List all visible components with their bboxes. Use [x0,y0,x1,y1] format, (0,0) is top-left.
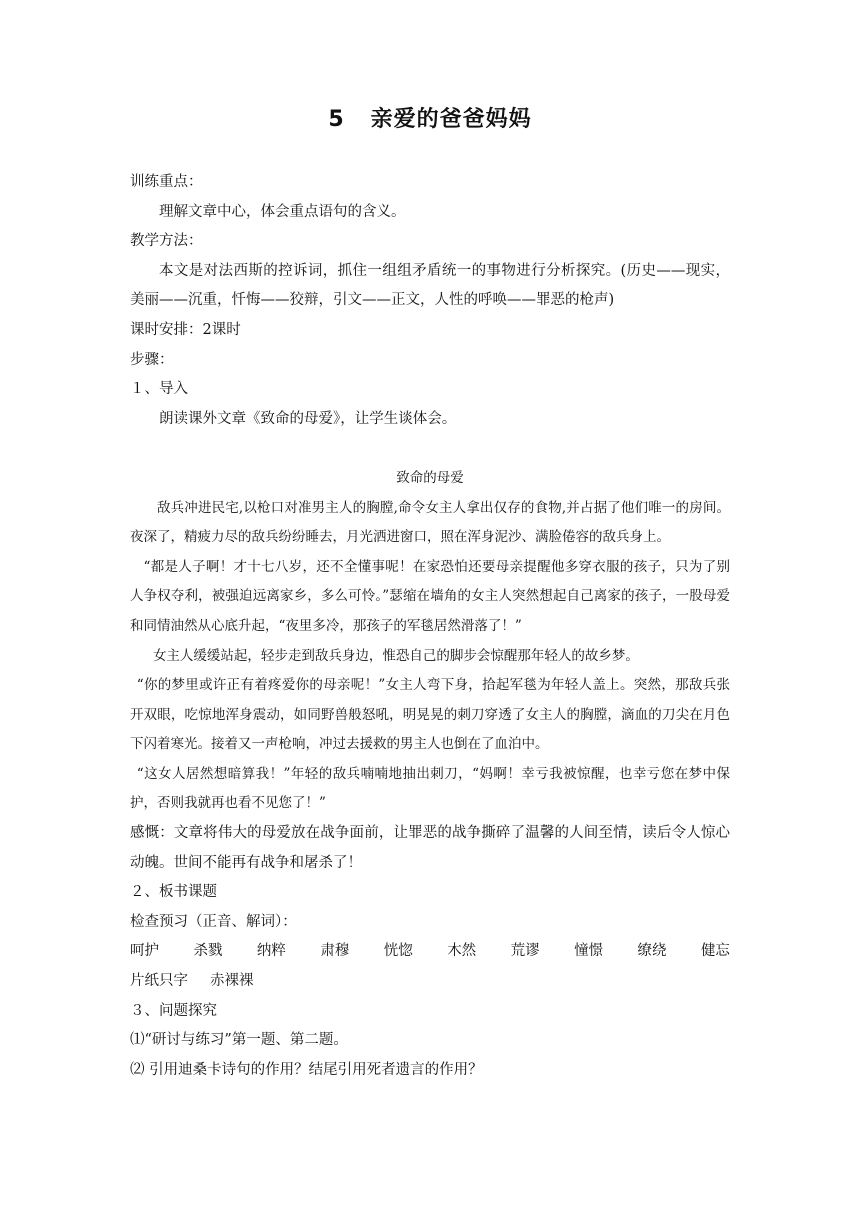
vocab-word: 木然 [447,943,477,960]
vocab-word: 片纸只字 [130,973,188,990]
vocab-word: 肃穆 [320,943,350,960]
vocab-word: 健忘 [700,943,730,960]
vocab-word: 赤裸裸 [210,973,254,990]
story-paragraph: “都是人子啊！才十七八岁，还不全懂事呢！在家恐怕还要母亲提醒他多穿衣服的孩子，只为了别人争权夺利，被强迫远离家乡，多么可怜。”瑟缩在墙角的女主人突然想起自己离家的孩子，一股母爱和同情油然从心底升起，“夜里多冷，那孩子的军毯居然滑落了！” [130,558,730,634]
vocab-word: 憧憬 [574,943,604,960]
vocab-word: 杀戮 [193,943,223,960]
step3-heading: ３、问题探究 [130,1002,217,1019]
vocab-row [130,937,730,967]
step1-text: 朗读课外文章《致命的母爱》，让学生谈体会。 [159,410,457,427]
question-1: ⑴“研讨与练习”第一题、第二题。 [130,1032,348,1049]
method-label: 教学方法： [130,233,203,250]
vocab-word: 纳粹 [256,943,286,960]
lesson-title: 亲爱的爸爸妈妈 [370,107,532,132]
page-title [0,102,860,133]
story-paragraph: “这女人居然想暗算我！”年轻的敌兵喃喃地抽出刺刀，“妈啊！幸亏我被惊醒，也幸亏您在梦中保护，否则我就再也看不见您了！” [130,765,730,812]
lesson-number: 5 [328,107,345,132]
steps-label: 步骤： [130,351,174,368]
reflection-text: 感慨：文章将伟大的母爱放在战争面前，让罪恶的战争撕碎了温馨的人间至情，读后令人惊心动魄。世间不能再有战争和屠杀了！ [130,825,730,871]
story-title: 致命的母爱 [396,469,464,486]
method-text: 本文是对法西斯的控诉词，抓住一组组矛盾统一的事物进行分析探究。(历史——现实，美丽——沉重，忏悔——狡辩，引文——正文，人性的呼唤——罪恶的枪声) [130,262,730,309]
focus-text: 理解文章中心，体会重点语句的含义。 [159,203,406,220]
document-body [130,168,730,1085]
preview-label: 检查预习（正音、解词）： [130,913,297,930]
schedule-text: 课时安排：2课时 [130,321,241,338]
vocab-word: 恍惚 [383,943,413,960]
step1-heading: １、导入 [130,381,188,398]
story-paragraph: 敌兵冲进民宅,以枪口对准男主人的胸膛,命令女主人拿出仅存的食物,并占据了他们唯一的房间。 夜深了，精疲力尽的敌兵纷纷睡去，月光洒进窗口，照在浑身泥沙、满脸倦容的敌兵身上。 [130,499,730,546]
focus-label: 训练重点： [130,174,203,190]
vocab-row [130,967,730,997]
story-paragraph: 女主人缓缓站起，轻步走到敌兵身边，惟恐自己的脚步会惊醒那年轻人的故乡梦。 [152,647,639,664]
vocab-word: 缭绕 [637,943,667,960]
question-2: ⑵ 引用迪桑卡诗句的作用？结尾引用死者遗言的作用？ [130,1061,483,1078]
story-paragraph: “你的梦里或许正有着疼爱你的母亲呢！”女主人弯下身，拾起军毯为年轻人盖上。突然，那敌兵张开双眼，吃惊地浑身震动，如同野兽般怒吼，明晃晃的刺刀穿透了女主人的胸膛，滴血的刀尖在月色下闪着寒光。接着又一声枪响，冲过去援救的男主人也倒在了血泊中。 [130,677,730,753]
step2-heading: ２、板书课题 [130,884,217,901]
vocab-word: 呵护 [130,943,159,960]
vocab-word: 荒谬 [510,943,540,960]
